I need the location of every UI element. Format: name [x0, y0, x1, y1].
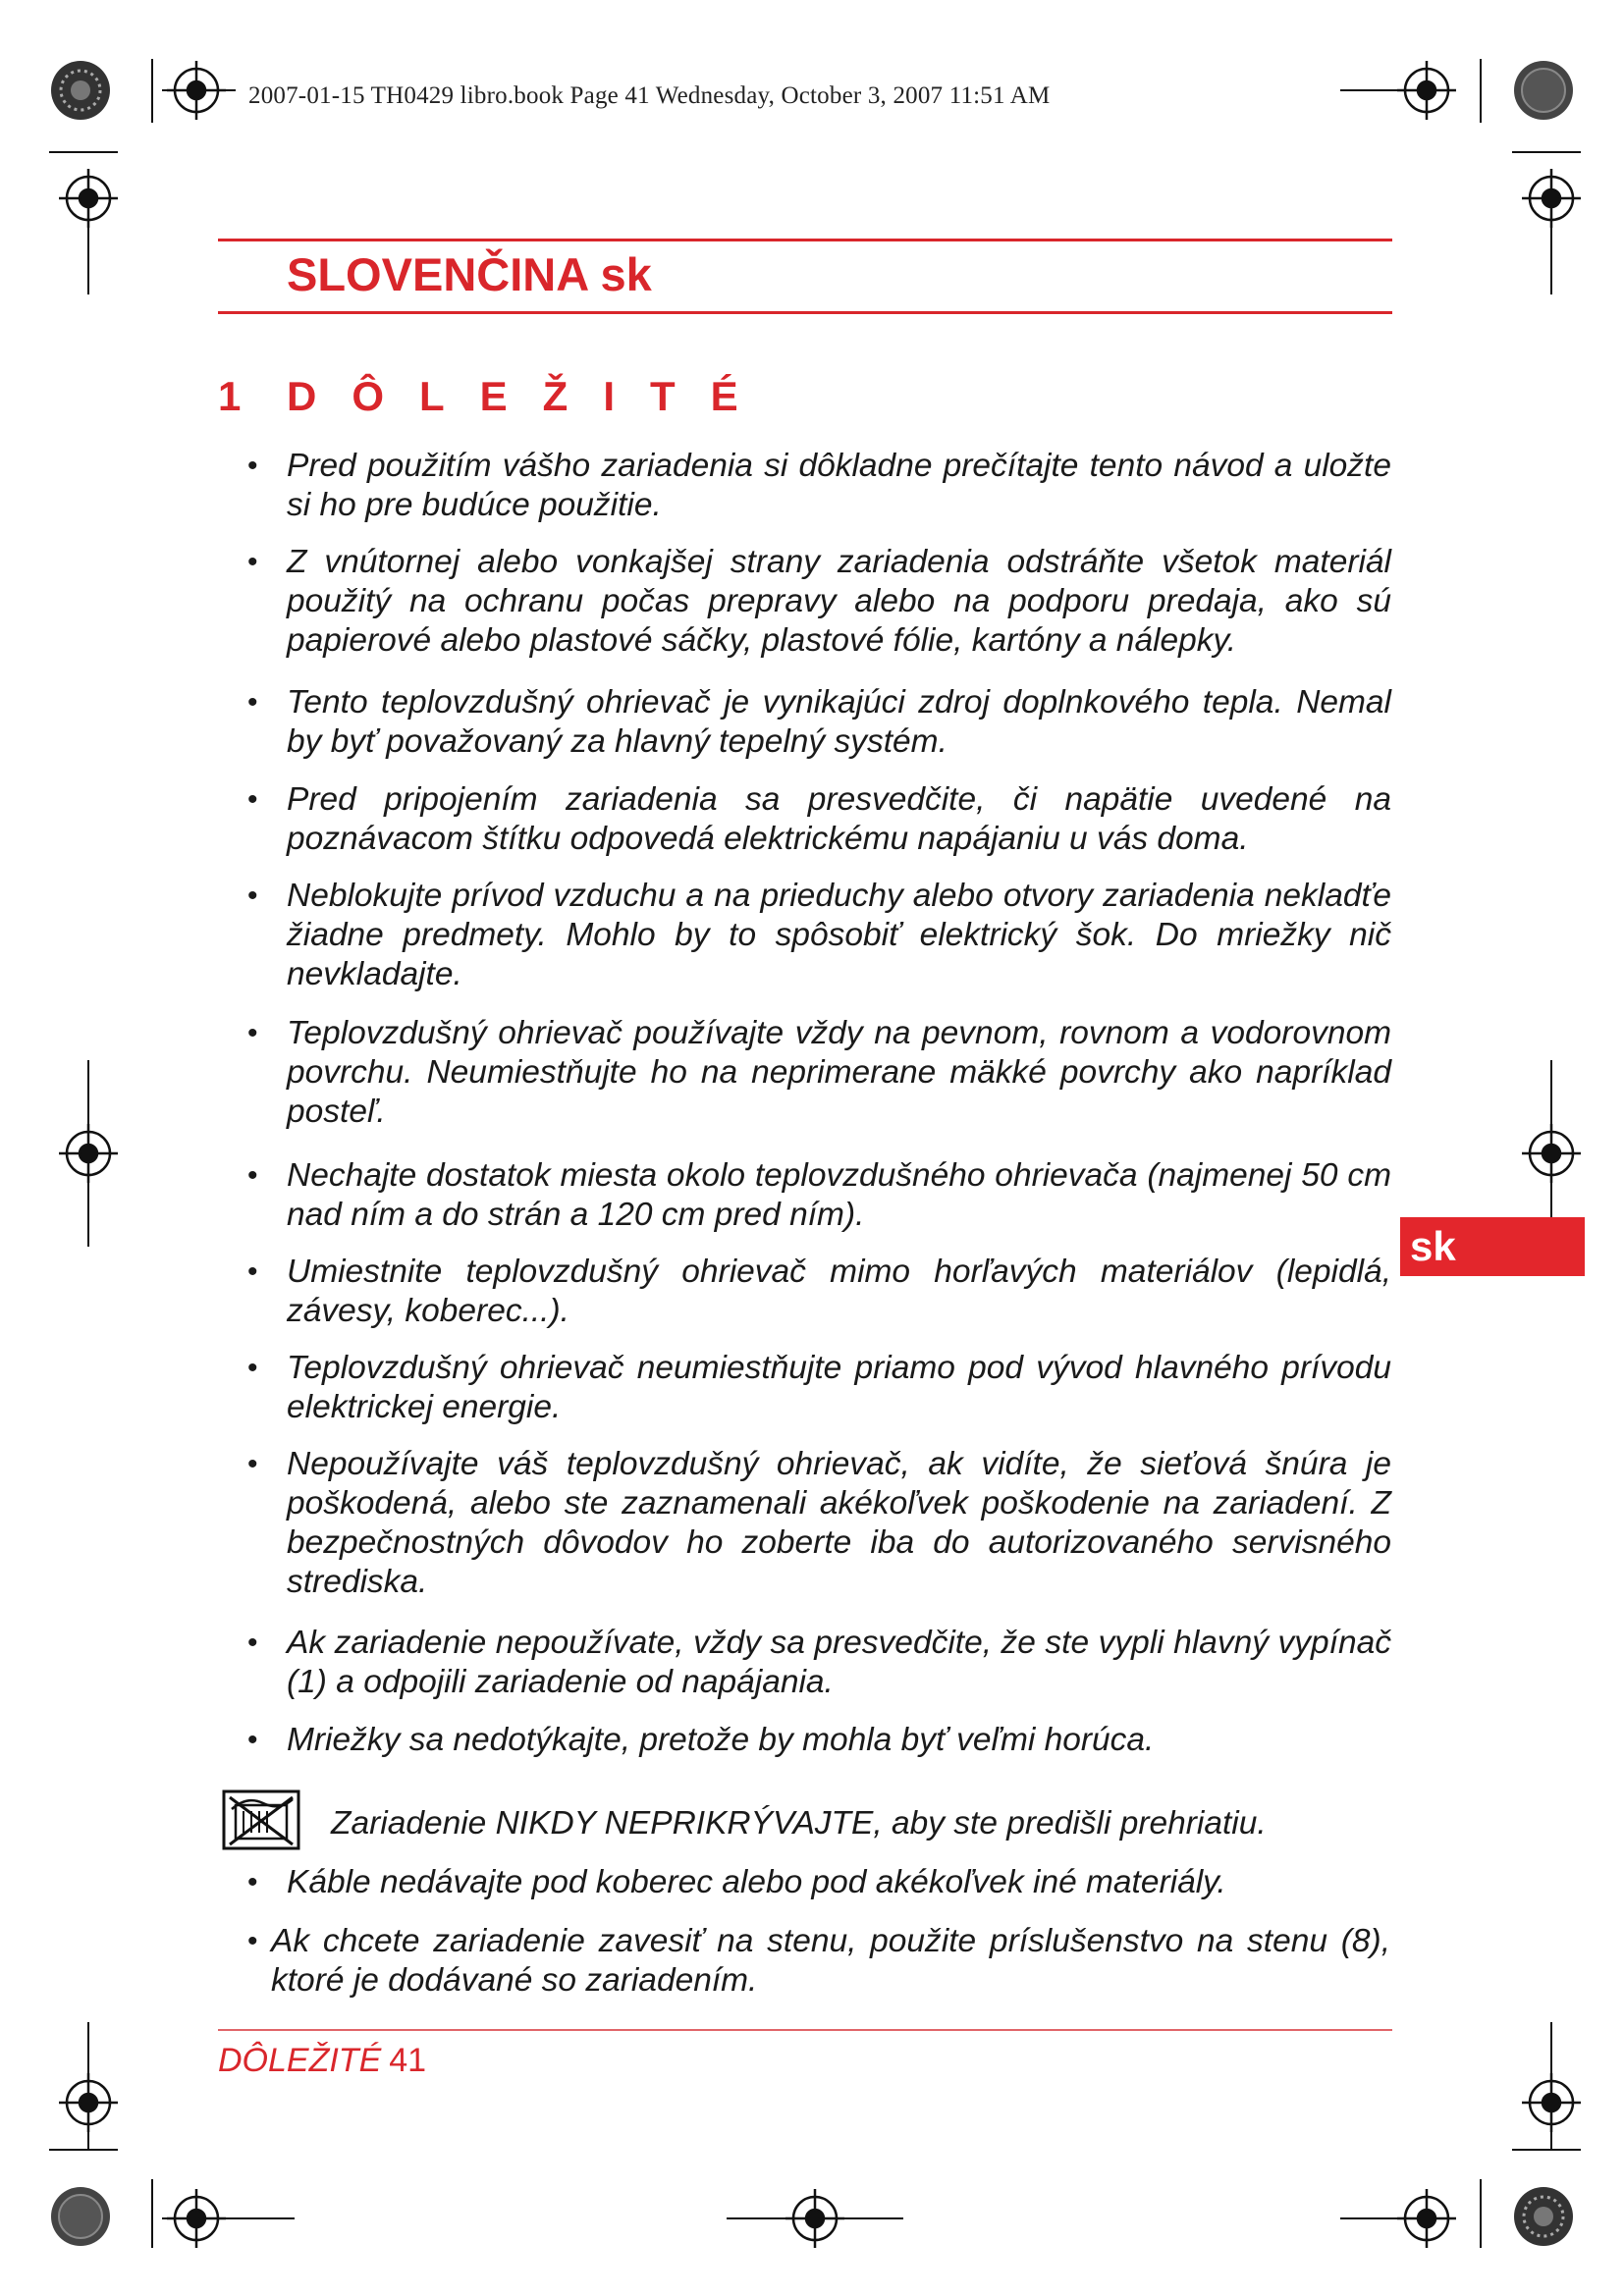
- bullet-icon: •: [247, 1352, 258, 1384]
- list-item: Nechajte dostatok miesta okolo teplovzdušného ohrievača (najmenej 50 cm nad ním a do strán a 120 cm pred ním).: [287, 1157, 1391, 1233]
- list-item: Mriežky sa nedotýkajte, pretože by mohla byť veľmi horúca.: [287, 1722, 1155, 1758]
- title-rule-bottom: [218, 311, 1392, 314]
- section-number: 1: [218, 373, 242, 419]
- print-header: 2007-01-15 TH0429 libro.book Page 41 Wednesday, October 3, 2007 11:51 AM: [248, 82, 1051, 109]
- bullet-icon: •: [247, 1159, 258, 1192]
- section-heading: [218, 373, 774, 420]
- bullet-icon: •: [247, 450, 258, 482]
- list-item: Teplovzdušný ohrievač používajte vždy na pevnom, rovnom a vodorovnom povrchu. Neumiestňujte ho na neprimerane mäkké povrchy ako napríklad posteľ.: [287, 1015, 1391, 1130]
- list-item: Pred pripojením zariadenia sa presvedčite, či napätie uvedené na poznávacom štítku odpovedá elektrickému napájaniu u vás doma.: [287, 781, 1391, 857]
- footer-section-label: DÔLEŽITÉ: [218, 2042, 382, 2079]
- do-not-cover-icon: [222, 1789, 300, 1850]
- bullet-icon: •: [247, 880, 258, 912]
- list-item: Neblokujte prívod vzduchu a na prieduchy alebo otvory zariadenia nekladťe žiadne predmety. Mohlo by to spôsobiť elektrický šok. Do mriežky nič nevkladajte.: [287, 878, 1391, 992]
- bullet-icon: •: [247, 783, 258, 816]
- bullet-icon: •: [247, 1866, 258, 1898]
- chapter-title: SLOVENČINA sk: [287, 248, 652, 300]
- list-item: Z vnútornej alebo vonkajšej strany zariadenia odstráňte všetok materiál použitý na ochranu počas prepravy alebo na podporu predaja, ako sú papierové alebo plastové sáčky, plastové fólie, kartóny a nálepky.: [287, 544, 1391, 659]
- bullet-icon: •: [247, 1724, 258, 1756]
- list-item: Teplovzdušný ohrievač neumiestňujte priamo pod vývod hlavného prívodu elektrickej energie.: [287, 1350, 1391, 1425]
- section-title: DÔLEŽITÉ: [287, 373, 774, 419]
- list-item: Pred použitím vášho zariadenia si dôkladne prečítajte tento návod a uložte si ho pre budúce použitie.: [287, 448, 1391, 523]
- page-number: 41: [389, 2042, 427, 2079]
- bullet-icon: •: [247, 1627, 258, 1659]
- list-item: Tento teplovzdušný ohrievač je vynikajúci zdroj doplnkového tepla. Nemal by byť považovaný za hlavný tepelný systém.: [287, 684, 1391, 760]
- list-item: Nepoužívajte váš teplovzdušný ohrievač, ak vidíte, že sieťová šnúra je poškodená, alebo ste zaznamenali akékoľvek poškodenie na zariadení. Z bezpečnostných dôvodov ho zoberte iba do autorizovaného servisného strediska.: [287, 1446, 1391, 1600]
- warning-text: Zariadenie NIKDY NEPRIKRÝVAJTE, aby ste predišli prehriatiu.: [331, 1805, 1267, 1842]
- list-item: Káble nedávajte pod koberec alebo pod akékoľvek iné materiály.: [287, 1864, 1226, 1900]
- bullet-icon: •: [247, 1255, 258, 1288]
- bullet-icon: •: [247, 686, 258, 719]
- list-item: Umiestnite teplovzdušný ohrievač mimo horľavých materiálov (lepidlá, závesy, koberec...).: [287, 1254, 1391, 1329]
- page-footer: [218, 2042, 426, 2080]
- list-item: Ak zariadenie nepoužívate, vždy sa presvedčite, že ste vypli hlavný vypínač (1) a odpojili zariadenie od napájania.: [287, 1625, 1391, 1700]
- title-rule-top: [218, 239, 1392, 241]
- bullet-icon: •: [247, 1448, 258, 1480]
- bullet-icon: •: [247, 546, 258, 578]
- list-item: Ak chcete zariadenie zavesiť na stenu, použite príslušenstvo na stenu (8), ktoré je dodávané so zariadením.: [271, 1923, 1390, 1999]
- bullet-icon: •: [247, 1925, 258, 1957]
- language-tab: sk: [1400, 1217, 1585, 1276]
- bullet-icon: •: [247, 1017, 258, 1049]
- footer-rule: [218, 2029, 1392, 2031]
